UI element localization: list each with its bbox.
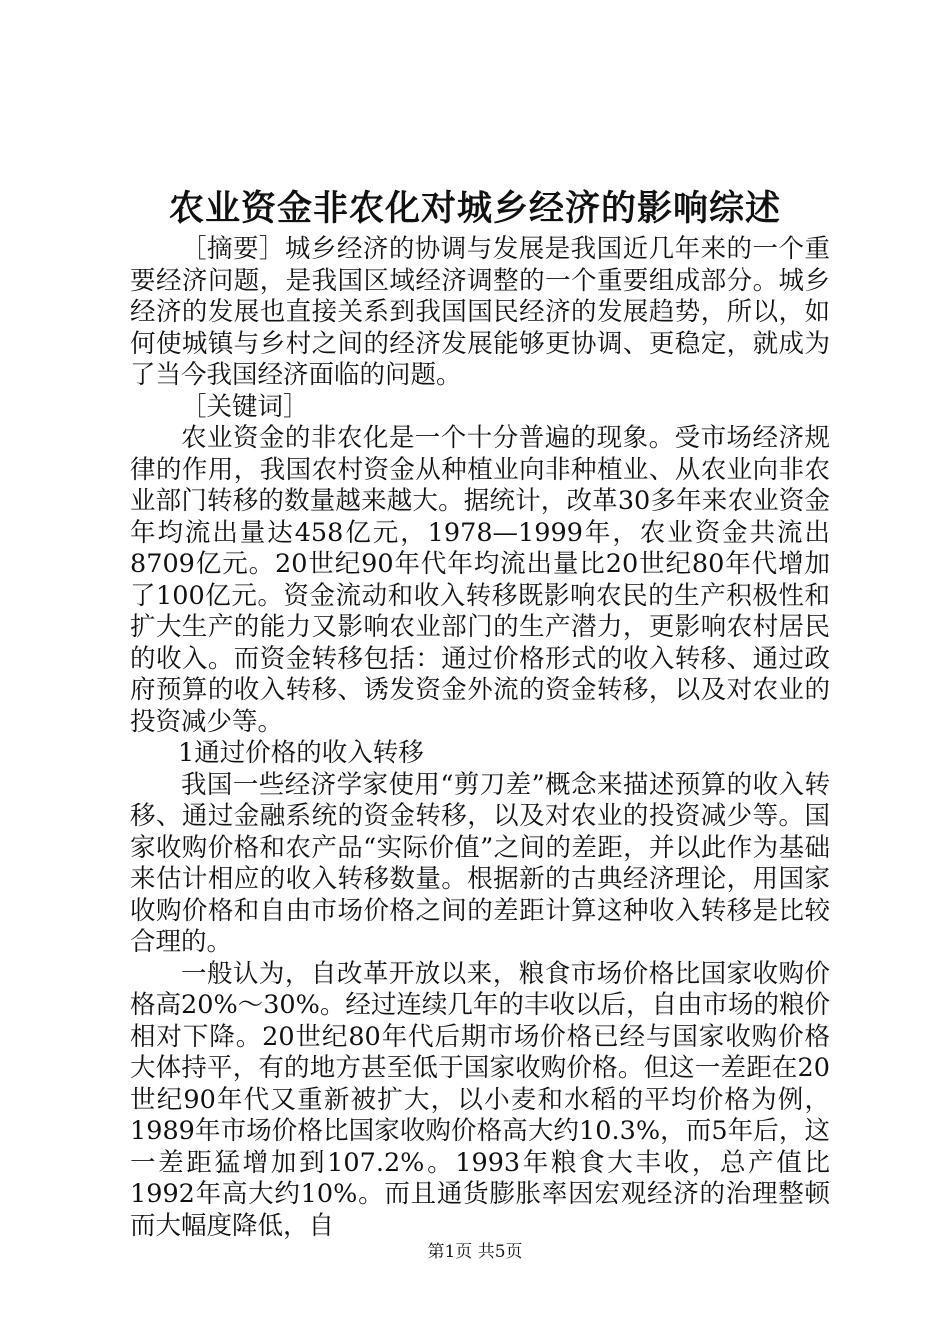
intro-paragraph: 农业资金的非农化是一个十分普遍的现象。受市场经济规律的作用，我国农村资金从种植业向非种植业、从农业向非农业部门转移的数量越来越大。据统计，改革30多年来农业资金年均流出量达458亿元，1978—1999年，农业资金共流出8709亿元。20世纪90年代年均流出量比20世纪80年代增加了100亿元。资金流动和收入转移既影响农民的生产积极性和扩大生产的能力又影响农业部门的生产潜力，更影响农村居民的收入。而资金转移包括：通过价格形式的收入转移、通过政府预算的收入转移、诱发资金外流的资金转移，以及对农业的投资减少等。 xyxy=(130,423,830,737)
section-heading: 1通过价格的收入转移 xyxy=(178,738,424,768)
document-body xyxy=(130,234,830,1242)
page-footer: 第1页 共5页 xyxy=(427,1242,523,1262)
document-title: 农业资金非农化对城乡经济的影响综述 xyxy=(168,189,781,229)
abstract-paragraph: ［摘要］城乡经济的协调与发展是我国近几年来的一个重要经济问题，是我国区域经济调整的一个重要组成部分。城乡经济的发展也直接关系到我国国民经济的发展趋势，所以，如何使城镇与乡村之间的经济发展能够更协调、更稳定，就成为了当今我国经济面临的问题。 xyxy=(130,234,830,390)
section-paragraph: 一般认为，自改革开放以来，粮食市场价格比国家收购价格高20%～30%。经过连续几年的丰收以后，自由市场的粮价相对下降。20世纪80年代后期市场价格已经与国家收购价格大体持平，有的地方甚至低于国家收购价格。但这一差距在20世纪90年代又重新被扩大，以小麦和水稻的平均价格为例，1989年市场价格比国家收购价格高大约10.3%，而5年后，这一差距猛增加到107.2%。1993年粮食大丰收，总产值比1992年高大约10%。而且通货膨胀率因宏观经济的治理整顿而大幅度降低，自 xyxy=(130,958,830,1241)
keywords-paragraph: ［关键词］ xyxy=(181,391,309,422)
section-paragraph: 我国一些经济学家使用“剪刀差”概念来描述预算的收入转移、通过金融系统的资金转移，以及对农业的投资减少等。国家收购价格和农产品“实际价值”之间的差距，并以此作为基础来估计相应的收入转移数量。根据新的古典经济理论，用国家收购价格和自由市场价格之间的差距计算这种收入转移是比较合理的。 xyxy=(130,769,830,957)
